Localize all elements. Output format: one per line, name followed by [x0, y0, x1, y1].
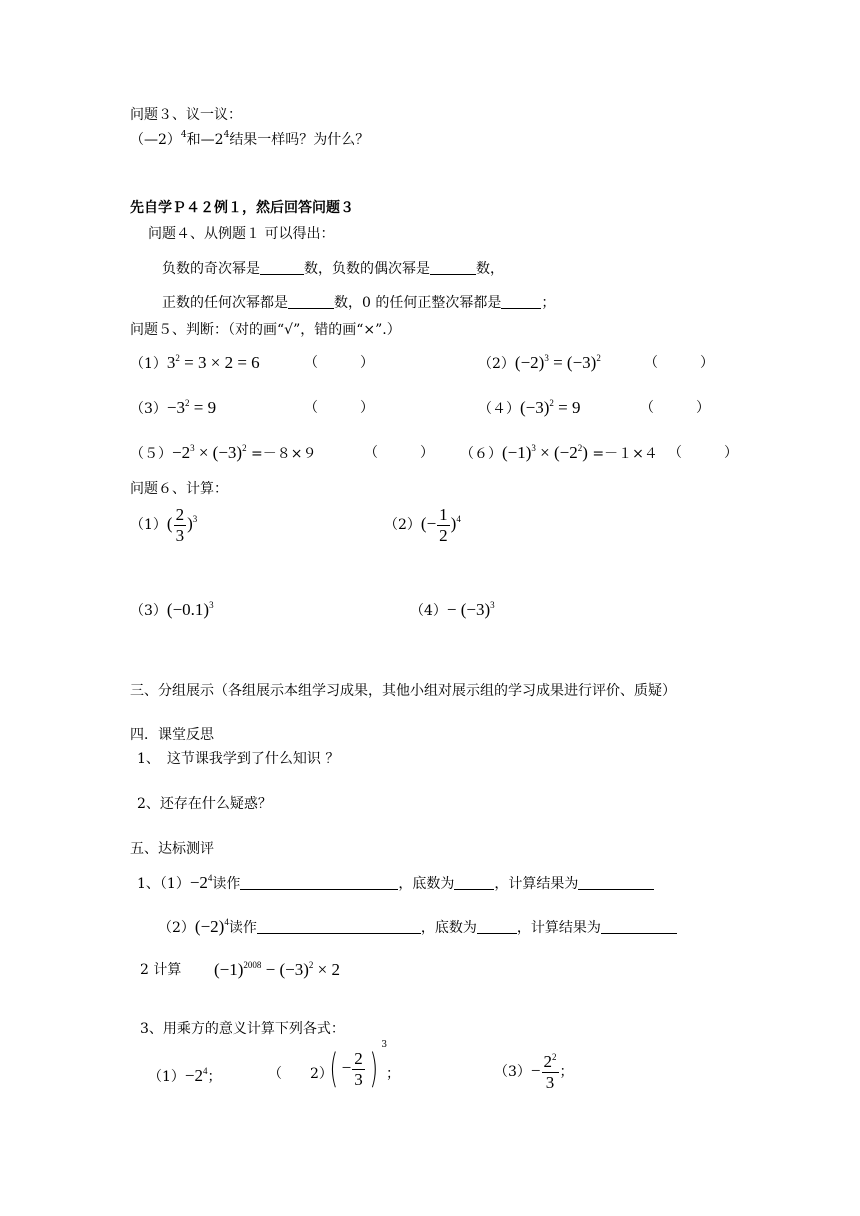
answer-blank[interactable]	[601, 919, 677, 934]
answer-blank[interactable]	[477, 919, 517, 934]
section-4-heading: 四．课堂反思	[130, 727, 214, 743]
q4-line2	[162, 294, 555, 312]
q5-item-4: $(4)(-3)^2 = 9$	[478, 398, 581, 417]
q4-l1a: 负数的奇次幂是	[162, 261, 260, 277]
answer-blank[interactable]	[260, 260, 304, 275]
test-q3-item-1: $(1)-2^4$；	[148, 1066, 222, 1085]
test-q1-line2: $(2)(-2)^4$读作 ，底数为 ，计算结果为	[158, 917, 677, 937]
test-q3-item-2-expr: ( − $\frac{2}{3}$ )$^3$	[329, 1040, 388, 1092]
q6-item-4: $(4)- (-3)^3$	[410, 600, 495, 619]
q4-l2a: 正数的任何次幂都是	[162, 295, 288, 311]
test-q3-item-2-label: （	[268, 1066, 282, 1082]
answer-blank[interactable]	[240, 875, 398, 890]
test-q3-title: 3、用乘方的意义计算下列各式：	[140, 1021, 345, 1037]
answer-blank[interactable]	[288, 294, 334, 309]
q5-mark-3[interactable]: （ ）	[304, 400, 374, 416]
answer-blank[interactable]	[257, 919, 421, 934]
fraction: $\frac{2}{3}$	[354, 1048, 363, 1089]
answer-blank[interactable]	[501, 294, 541, 309]
test-q2-label: 2 计算	[140, 962, 182, 978]
test-q3-item-2-num: 2）	[310, 1066, 333, 1082]
q4-l1c: 数，	[476, 261, 504, 277]
reflection-q1: 1、 这节课我学到了什么知识 ？	[137, 751, 340, 767]
q4-l2b: 数，0 的任何正整次幂都是	[334, 295, 502, 311]
fraction: $\frac{2^2}{3}$	[543, 1052, 557, 1092]
q4-line1	[162, 260, 504, 278]
q6-item-2: （2）(− $\frac{1}{2}$ )$^4$	[384, 505, 461, 545]
q5-mark-1[interactable]: （ ）	[304, 355, 374, 371]
section-3-heading: 三、分组展示（各组展示本组学习成果，其他小组对展示组的学习成果进行评价、质疑）	[130, 683, 676, 699]
q5-item-3: $(3)-3^2 = 9$	[130, 398, 217, 417]
reflection-q2: 2、还存在什么疑惑？	[137, 796, 272, 812]
test-q3-item-3: （3）− $\frac{2^2}{3}$ ；	[494, 1052, 574, 1092]
q3-title: 问题３、议一议：	[130, 107, 242, 123]
section-5-heading: 五、达标测评	[130, 841, 214, 857]
q5-item-2: $(2)(-2)^3 = (-3)^2$	[478, 353, 601, 372]
q4-title: 问题４、从例题１ 可以得出：	[148, 226, 335, 242]
q5-item-1: $(1)3^2 = 3 \times 2 = 6$	[130, 353, 260, 372]
self-study-instruction: 先自学Ｐ４２例１，然后回答问题３	[130, 200, 354, 216]
test-q2-expr: $(-1)^{2008} - (-3)^2 \times 2$	[214, 960, 341, 979]
test-q3-item-2-semi: ；	[386, 1066, 400, 1082]
q5-mark-6[interactable]: （ ）	[668, 445, 738, 461]
q3-text: （—2）$^4$和$—2^4$结果一样吗？为什么？	[130, 130, 370, 148]
q5-item-6: $(6)(-1)^3 \times (-2^2) =-1\times 4$	[460, 443, 658, 462]
q4-l2c: ；	[541, 295, 556, 311]
fraction: $\frac{1}{2}$	[439, 505, 448, 545]
q5-item-5: $(5)-2^3 \times (-3)^2 =-8\times 9$	[130, 443, 317, 462]
q5-mark-2[interactable]: （ ）	[644, 355, 714, 371]
q5-mark-5[interactable]: （ ）	[364, 445, 434, 461]
q5-mark-4[interactable]: （ ）	[640, 400, 710, 416]
q5-title: 问题５、判断：（对的画“√”，错的画“×”.）	[130, 322, 401, 338]
q6-item-1: （1）( $\frac{2}{3}$ )$^3$	[130, 505, 198, 545]
answer-blank[interactable]	[454, 875, 494, 890]
q6-title: 问题６、计算：	[130, 481, 228, 497]
answer-blank[interactable]	[430, 260, 476, 275]
test-q1-line1: 1、$(1)-2^4$读作 ，底数为 ，计算结果为	[137, 873, 654, 893]
q4-l1b: 数，负数的偶次幂是	[304, 261, 430, 277]
fraction: $\frac{2}{3}$	[175, 505, 185, 545]
q6-item-3: $(3)(-0.1)^3$	[130, 600, 214, 619]
answer-blank[interactable]	[578, 875, 654, 890]
